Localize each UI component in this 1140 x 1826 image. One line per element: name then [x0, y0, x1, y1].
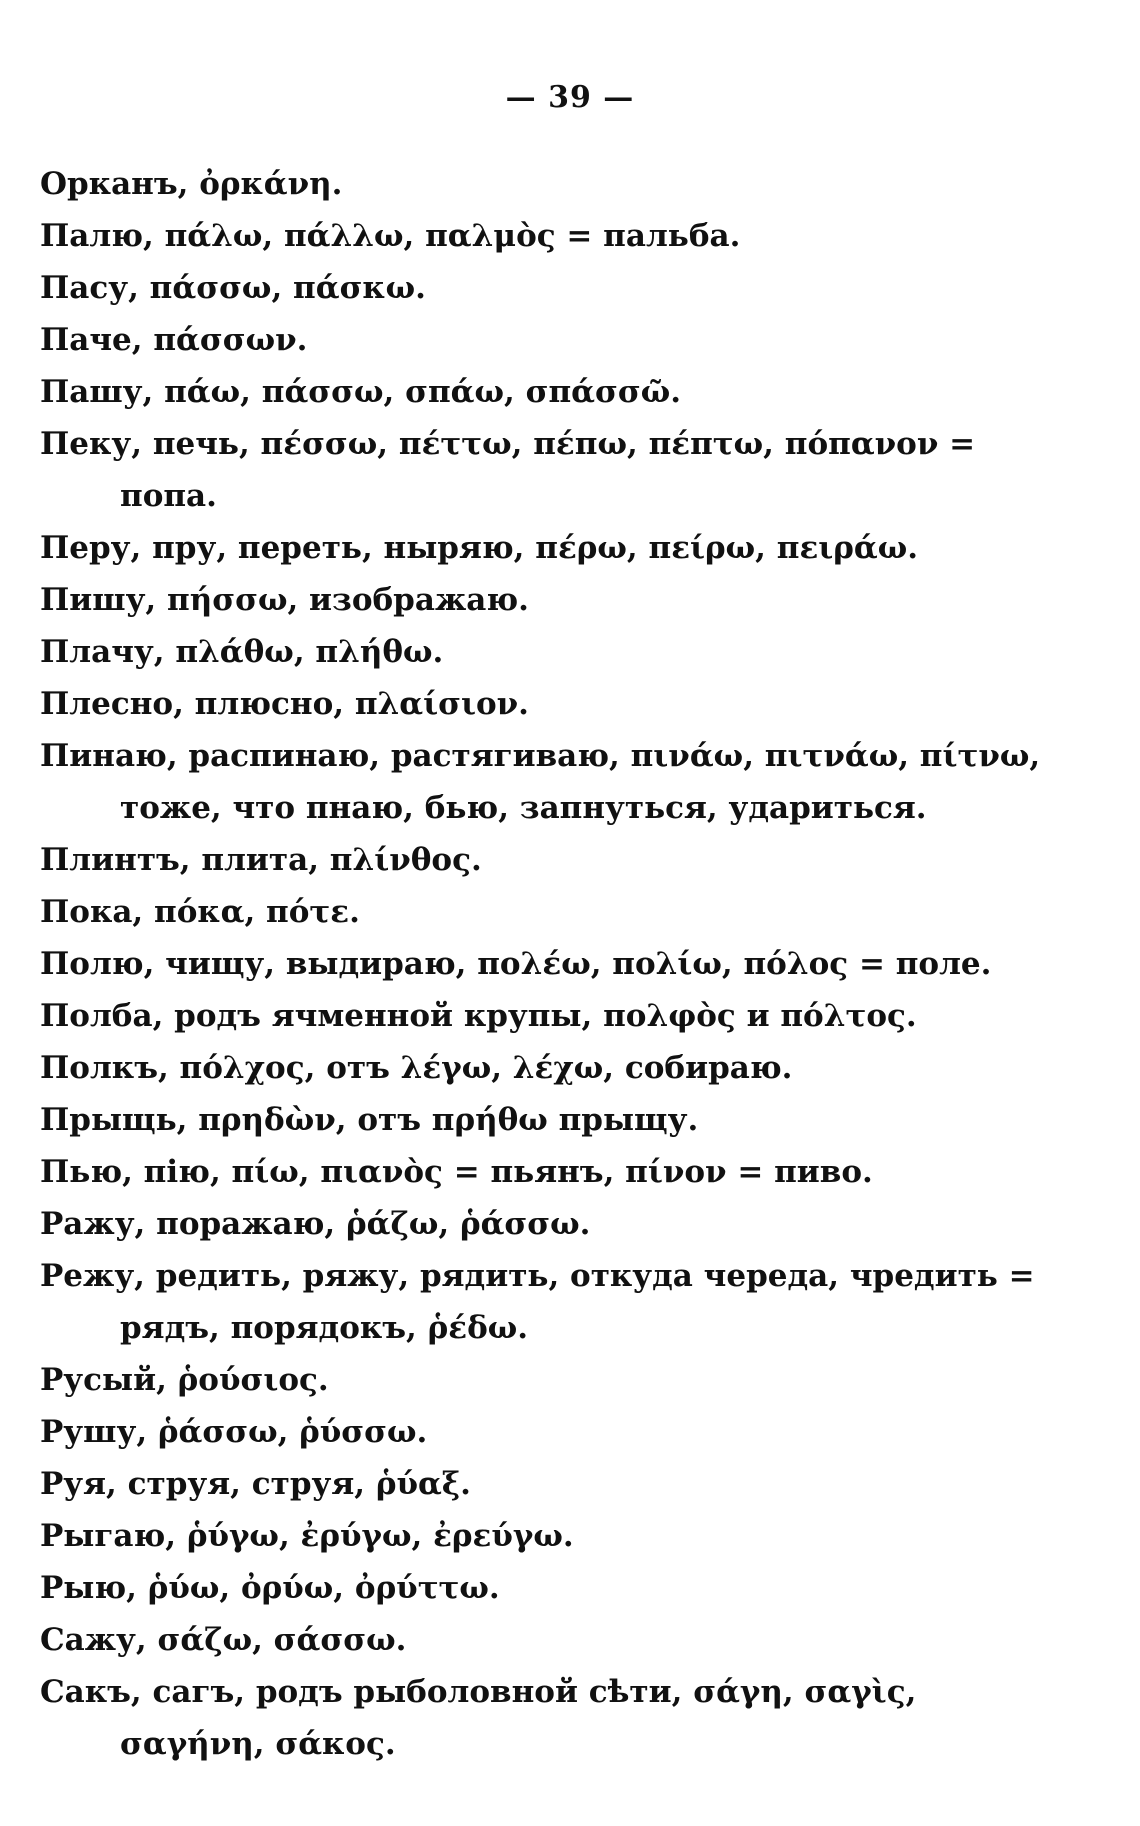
- dictionary-entry: [40, 938, 1080, 990]
- dictionary-entry: [40, 1614, 1080, 1666]
- entry-line: Плесно, плюсно, πλαίσιον.: [40, 686, 529, 722]
- dictionary-entry: [40, 1042, 1080, 1094]
- dictionary-entry: [40, 366, 1080, 418]
- dictionary-entry: [40, 626, 1080, 678]
- entry-line: Орканъ, ὀρκάνη.: [40, 166, 343, 202]
- dictionary-entry: [40, 418, 1080, 522]
- entry-line: Ражу, поражаю, ῥάζω, ῥάσσω.: [40, 1206, 591, 1242]
- entry-continuation-line: попа.: [120, 478, 217, 514]
- entry-line: Руя, струя, струя, ῥύαξ.: [40, 1466, 471, 1502]
- entry-line: Рушу, ῥάσσω, ῥύσσω.: [40, 1414, 428, 1450]
- entry-line: Рыгаю, ῥύγω, ἐρύγω, ἐρεύγω.: [40, 1518, 574, 1554]
- dictionary-entry: [40, 1510, 1080, 1562]
- dictionary-entry: [40, 1666, 1080, 1770]
- dictionary-entry: [40, 262, 1080, 314]
- entry-line: Палю, πάλω, πάλλω, παλμὸς = пальба.: [40, 218, 741, 254]
- entry-line: Пашу, πάω, πάσσω, σπάω, σπάσσῶ.: [40, 374, 682, 410]
- entry-continuation-line: тоже, что пнаю, бью, запнуться, удариться.: [120, 790, 927, 826]
- entry-line: Пеку, печь, πέσσω, πέττω, πέπω, πέπτω, πόπανον =: [40, 426, 976, 462]
- dictionary-entry: [40, 1146, 1080, 1198]
- dictionary-entry: [40, 574, 1080, 626]
- page-number: — 39 —: [505, 80, 635, 115]
- entry-line: Русый, ῥούσιος.: [40, 1362, 329, 1398]
- entry-line: Плинтъ, плита, πλίνθος.: [40, 842, 482, 878]
- entry-line: Пасу, πάσσω, πάσκω.: [40, 270, 426, 306]
- dictionary-entry: [40, 990, 1080, 1042]
- entry-line: Полю, чищу, выдираю, πολέω, πολίω, πόλος = поле.: [40, 946, 992, 982]
- dictionary-entry: [40, 522, 1080, 574]
- entry-line: Пишу, πήσσω, изображаю.: [40, 582, 529, 618]
- dictionary-entry: [40, 886, 1080, 938]
- entry-line: Перу, пру, переть, ныряю, πέρω, πείρω, πειράω.: [40, 530, 919, 566]
- entry-line: Режу, редить, ряжу, рядить, откуда череда, чредить =: [40, 1258, 1035, 1294]
- entry-line: Сакъ, сагъ, родъ рыболовной сѣти, σάγη, σαγὶς,: [40, 1674, 917, 1710]
- entry-line: Паче, πάσσων.: [40, 322, 308, 358]
- dictionary-entries: [40, 158, 1080, 1770]
- entry-line: Пока, πόκα, πότε.: [40, 894, 360, 930]
- entry-line: Сажу, σάζω, σάσσω.: [40, 1622, 407, 1658]
- dictionary-entry: [40, 678, 1080, 730]
- entry-line: Полба, родъ ячменной крупы, πολφὸς и πόλτος.: [40, 998, 917, 1034]
- dictionary-entry: [40, 1250, 1080, 1354]
- entry-line: Рыю, ῥύω, ὀρύω, ὀρύττω.: [40, 1570, 500, 1606]
- entry-line: Пью, пію, πίω, πιανὸς = пьянъ, πίνον = пиво.: [40, 1154, 873, 1190]
- dictionary-entry: [40, 834, 1080, 886]
- dictionary-entry: [40, 1354, 1080, 1406]
- entry-line: Плачу, πλάθω, πλήθω.: [40, 634, 444, 670]
- dictionary-entry: [40, 730, 1080, 834]
- entry-line: Пинаю, распинаю, растягиваю, πινάω, πιτνάω, πίτνω,: [40, 738, 1041, 774]
- dictionary-entry: [40, 1458, 1080, 1510]
- dictionary-entry: [40, 1094, 1080, 1146]
- dictionary-entry: [40, 1562, 1080, 1614]
- entry-continuation-line: рядъ, порядокъ, ῥέδω.: [120, 1310, 529, 1346]
- dictionary-entry: [40, 314, 1080, 366]
- entry-continuation-line: σαγήνη, σάκος.: [120, 1726, 396, 1762]
- entry-line: Прыщь, πρηδὼν, отъ πρήθω прыщу.: [40, 1102, 699, 1138]
- dictionary-entry: [40, 210, 1080, 262]
- dictionary-entry: [40, 158, 1080, 210]
- entry-line: Полкъ, πόλχος, отъ λέγω, λέχω, собираю.: [40, 1050, 793, 1086]
- dictionary-entry: [40, 1198, 1080, 1250]
- dictionary-entry: [40, 1406, 1080, 1458]
